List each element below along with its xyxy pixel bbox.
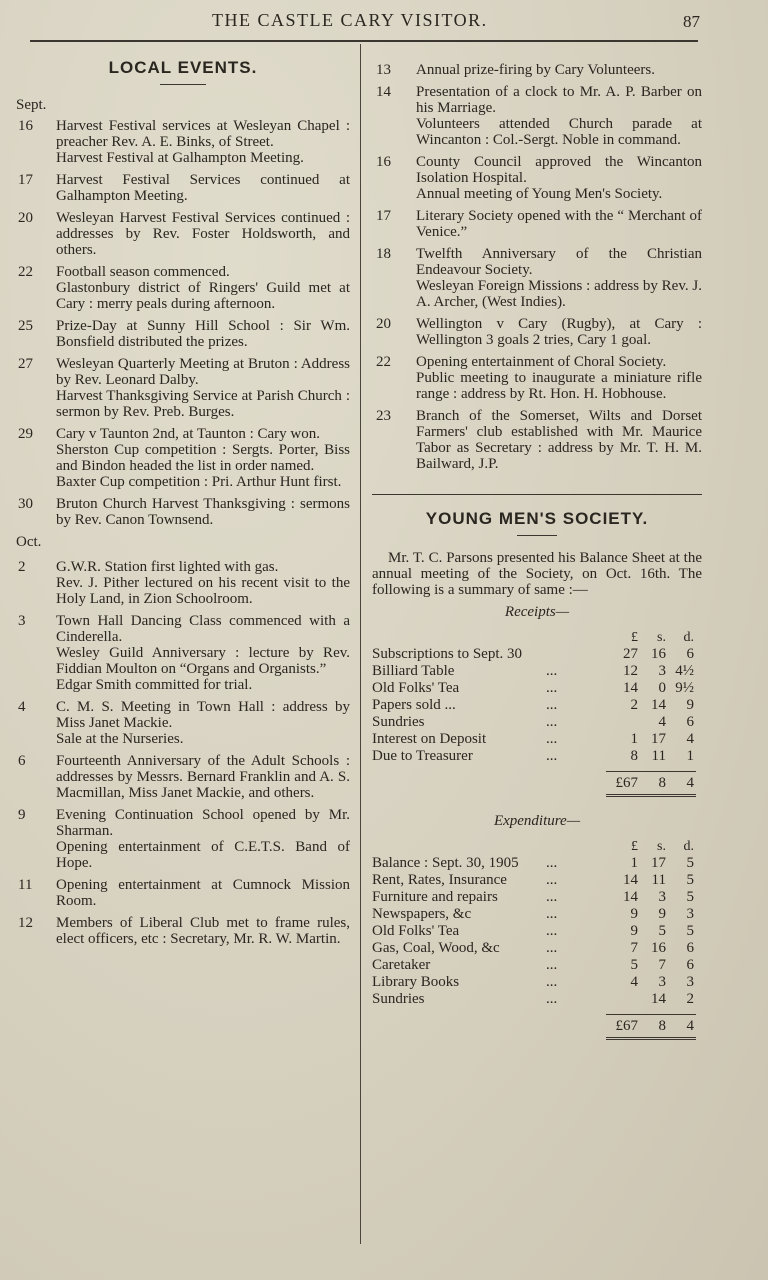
amount-shillings: 11 [651, 872, 666, 888]
right-column [372, 44, 702, 1040]
event-entry [16, 915, 350, 947]
heading-rule [517, 535, 557, 536]
account-label: Newspapers, &c [372, 906, 472, 922]
amount-pounds: 14 [623, 889, 638, 905]
event-entry [16, 356, 350, 420]
event-day: 9 [18, 807, 26, 823]
account-row [372, 680, 702, 697]
event-day: 18 [376, 246, 391, 262]
account-row [372, 697, 702, 714]
leader-dots: ... [546, 957, 558, 973]
total-pence: 4 [686, 774, 694, 791]
account-row [372, 731, 702, 748]
leader-dots: ... [546, 663, 558, 679]
left-column [16, 44, 350, 953]
account-label: Subscriptions to Sept. 30 [372, 646, 523, 662]
event-text: Literary Society opened with the “ Merchant of Venice.” [416, 208, 702, 240]
receipts-total [372, 772, 702, 794]
amount-shillings: 17 [651, 731, 666, 747]
account-label: Old Folks' Tea [372, 923, 460, 939]
amount-pence: 4 [686, 731, 694, 747]
event-day: 3 [18, 613, 26, 629]
amount-shillings: 0 [658, 680, 666, 696]
account-row [372, 889, 702, 906]
amount-pounds: 27 [623, 646, 638, 662]
running-head [0, 10, 768, 36]
event-text: Annual meeting of Young Men's Society. [416, 186, 663, 202]
amount-pence: 5 [686, 855, 694, 871]
event-text: Football season commenced. [56, 264, 230, 280]
event-entry [16, 172, 350, 204]
amount-pounds: 1 [630, 731, 638, 747]
account-row [372, 991, 702, 1008]
leader-dots: ... [546, 697, 558, 713]
amount-pounds: 2 [630, 697, 638, 713]
header-rule [30, 40, 698, 42]
event-day: 22 [18, 264, 33, 280]
page-number: 87 [683, 12, 700, 31]
event-text: County Council approved the Wincanton Isolation Hospital. [416, 154, 702, 186]
amount-shillings: 3 [658, 663, 666, 679]
amount-shillings: 4 [658, 714, 666, 730]
event-day: 6 [18, 753, 26, 769]
account-label: Papers sold ... [372, 697, 456, 713]
event-day: 20 [18, 210, 33, 226]
amount-pounds [606, 714, 638, 731]
event-entry [16, 264, 350, 312]
amount-pence: 3 [686, 906, 694, 922]
event-entry [372, 62, 702, 78]
leader-dots: ... [546, 889, 558, 905]
journal-title: THE CASTLE CARY VISITOR. [212, 10, 488, 30]
event-entry [16, 613, 350, 693]
event-text: Volunteers attended Church parade at Wincanton : Col.-Sergt. Noble in command. [416, 116, 702, 148]
account-row [372, 872, 702, 889]
event-day: 17 [18, 172, 33, 188]
amount-shillings: 3 [658, 974, 666, 990]
leader-dots: ... [546, 855, 558, 871]
amount-pounds: 5 [630, 957, 638, 973]
amount-pounds: 12 [623, 663, 638, 679]
event-day: 23 [376, 408, 391, 424]
event-text: Annual prize-firing by Cary Volunteers. [416, 62, 655, 78]
event-text: Harvest Thanksgiving Service at Parish Church : sermon by Rev. Preb. Burges. [56, 388, 350, 420]
event-entry [16, 699, 350, 747]
account-label: Billiard Table [372, 663, 455, 679]
amount-pounds: 9 [630, 906, 638, 922]
event-entry [16, 559, 350, 607]
account-label: Balance : Sept. 30, 1905 [372, 855, 519, 871]
amount-pence: 6 [686, 646, 694, 662]
event-entry [16, 753, 350, 801]
total-double-rule [606, 1037, 696, 1040]
amount-pence: 5 [686, 923, 694, 939]
account-label: Sundries [372, 991, 425, 1007]
amount-shillings: 16 [651, 940, 666, 956]
pounds-unit: £ [631, 839, 638, 854]
account-label: Furniture and repairs [372, 889, 498, 905]
event-text: Wesleyan Harvest Festival Services continued : addresses by Rev. Foster Holdsworth, and others. [56, 210, 350, 258]
event-text: Baxter Cup competition : Pri. Arthur Hunt first. [56, 474, 342, 490]
young-mens-society-heading: YOUNG MEN'S SOCIETY. [425, 509, 649, 528]
event-day: 29 [18, 426, 33, 442]
account-row [372, 957, 702, 974]
amount-pounds: 14 [623, 872, 638, 888]
event-day: 16 [376, 154, 391, 170]
event-day: 20 [376, 316, 391, 332]
event-entry [16, 426, 350, 490]
account-label: Due to Treasurer [372, 748, 473, 764]
event-day: 4 [18, 699, 26, 715]
event-text: Sherston Cup competition : Sergts. Porter, Biss and Bindon headed the list in order named. [56, 442, 350, 474]
amount-shillings: 14 [651, 697, 666, 713]
amount-pounds: 7 [630, 940, 638, 956]
leader-dots: ... [546, 991, 558, 1007]
event-text: Wesley Guild Anniversary : lecture by Rev. Fiddian Moulton on “Organs and Organists.” [56, 645, 350, 677]
total-double-rule [606, 794, 696, 797]
total-pounds: £67 [615, 1017, 638, 1034]
event-text: Public meeting to inaugurate a miniature rifle range : address by Rt. Hon. H. Hobhouse. [416, 370, 702, 402]
amount-pence: 4½ [675, 663, 694, 679]
event-entry [372, 84, 702, 148]
event-entry [372, 354, 702, 402]
event-entry [16, 318, 350, 350]
leader-dots: ... [546, 974, 558, 990]
amount-pounds: 1 [630, 855, 638, 871]
currency-units [372, 629, 702, 646]
pence-unit: d. [683, 839, 694, 854]
amount-shillings: 17 [651, 855, 666, 871]
total-pence: 4 [686, 1017, 694, 1034]
pence-unit: d. [683, 630, 694, 645]
event-text: Town Hall Dancing Class commenced with a Cinderella. [56, 613, 350, 645]
total-pounds: £67 [615, 774, 638, 791]
event-text: Members of Liberal Club met to frame rules, elect officers, etc : Secretary, Mr. R. W. Martin. [56, 915, 350, 947]
event-text: Wellington v Cary (Rugby), at Cary : Wellington 3 goals 2 tries, Cary 1 goal. [416, 316, 702, 348]
event-entry [16, 877, 350, 909]
event-day: 12 [18, 915, 33, 931]
event-list [16, 118, 350, 528]
amount-pence: 9 [686, 697, 694, 713]
event-entry [372, 316, 702, 348]
event-text: Bruton Church Harvest Thanksgiving : sermons by Rev. Canon Townsend. [56, 496, 350, 528]
expenditure-total [372, 1015, 702, 1037]
column-divider [360, 44, 361, 1244]
heading-rule [160, 84, 206, 85]
leader-dots: ... [546, 940, 558, 956]
amount-pence: 6 [686, 714, 694, 730]
expenditure-table [372, 838, 702, 1040]
amount-pounds: 4 [630, 974, 638, 990]
event-list [372, 62, 702, 472]
expenditure-title: Expenditure— [493, 813, 581, 829]
leader-dots: ... [546, 680, 558, 696]
event-text: Fourteenth Anniversary of the Adult Schools : addresses by Messrs. Bernard Franklin and A. S. Macmillan, Miss Janet Mackie, and others. [56, 753, 350, 801]
account-label: Old Folks' Tea [372, 680, 460, 696]
event-text: Opening entertainment of C.E.T.S. Band of Hope. [56, 839, 350, 871]
account-row [372, 748, 702, 765]
account-label: Sundries [372, 714, 425, 730]
event-text: Wesleyan Foreign Missions : address by Rev. J. A. Archer, (West Indies). [416, 278, 702, 310]
event-text: Evening Continuation School opened by Mr. Sharman. [56, 807, 350, 839]
event-day: 11 [18, 877, 33, 893]
event-entry [372, 154, 702, 202]
event-text: Edgar Smith committed for trial. [56, 677, 253, 693]
event-text: Opening entertainment at Cumnock Mission Room. [56, 877, 350, 909]
event-text: Opening entertainment of Choral Society. [416, 354, 667, 370]
account-label: Gas, Coal, Wood, &c [372, 940, 500, 956]
event-text: Rev. J. Pither lectured on his recent visit to the Holy Land, in Zion Schoolroom. [56, 575, 350, 607]
amount-pence: 3 [686, 974, 694, 990]
event-text: Harvest Festival Services continued at Galhampton Meeting. [56, 172, 350, 204]
amount-pence: 1 [686, 748, 694, 764]
amount-pence: 6 [686, 940, 694, 956]
event-text: Glastonbury district of Ringers' Guild met at Cary : merry peals during afternoon. [56, 280, 350, 312]
event-text: Prize-Day at Sunny Hill School : Sir Wm. Bonsfield distributed the prizes. [56, 318, 350, 350]
total-shillings: 8 [658, 1017, 666, 1034]
event-day: 14 [376, 84, 391, 100]
event-text: Sale at the Nurseries. [56, 731, 184, 747]
event-day: 13 [376, 62, 391, 78]
event-day: 2 [18, 559, 26, 575]
leader-dots: ... [546, 923, 558, 939]
amount-shillings: 11 [651, 748, 666, 764]
event-day: 22 [376, 354, 391, 370]
pounds-unit: £ [631, 630, 638, 645]
account-row [372, 663, 702, 680]
account-row [372, 923, 702, 940]
event-list [16, 559, 350, 947]
event-text: Branch of the Somerset, Wilts and Dorset Farmers' club established with Mr. Maurice Tabor as Secretary : address by Mr. T. H. M. Bailward, J.P. [416, 408, 702, 472]
currency-units [372, 838, 702, 855]
amount-pence: 6 [686, 957, 694, 973]
amount-pounds [606, 991, 638, 1008]
amount-shillings: 5 [658, 923, 666, 939]
account-row [372, 714, 702, 731]
receipts-title: Receipts— [504, 604, 570, 620]
receipts-table [372, 629, 702, 797]
shillings-unit: s. [657, 630, 666, 645]
account-row [372, 855, 702, 872]
event-entry [16, 210, 350, 258]
event-text: Presentation of a clock to Mr. A. P. Barber on his Marriage. [416, 84, 702, 116]
amount-pounds: 8 [630, 748, 638, 764]
month-label: Sept. [16, 97, 47, 113]
leader-dots: ... [546, 731, 558, 747]
event-day: 16 [18, 118, 33, 134]
shillings-unit: s. [657, 839, 666, 854]
amount-shillings: 14 [651, 991, 666, 1007]
total-shillings: 8 [658, 774, 666, 791]
event-text: Twelfth Anniversary of the Christian Endeavour Society. [416, 246, 702, 278]
account-row [372, 906, 702, 923]
event-entry [372, 408, 702, 472]
amount-shillings: 7 [658, 957, 666, 973]
event-entry [16, 496, 350, 528]
leader-dots: ... [546, 906, 558, 922]
event-entry [372, 246, 702, 310]
event-day: 25 [18, 318, 33, 334]
account-label: Library Books [372, 974, 460, 990]
account-row [372, 974, 702, 991]
amount-pence: 2 [686, 991, 694, 1007]
event-day: 30 [18, 496, 33, 512]
amount-pounds: 9 [630, 923, 638, 939]
leader-dots: ... [546, 714, 558, 730]
month-label: Oct. [16, 534, 42, 550]
amount-pounds: 14 [623, 680, 638, 696]
amount-shillings: 16 [651, 646, 666, 662]
event-text: C. M. S. Meeting in Town Hall : address by Miss Janet Mackie. [56, 699, 350, 731]
leader-dots [546, 646, 606, 663]
amount-pence: 5 [686, 872, 694, 888]
event-entry [372, 208, 702, 240]
account-label: Interest on Deposit [372, 731, 487, 747]
event-day: 17 [376, 208, 391, 224]
account-label: Caretaker [372, 957, 431, 973]
amount-shillings: 9 [658, 906, 666, 922]
section-rule [372, 494, 702, 495]
account-label: Rent, Rates, Insurance [372, 872, 507, 888]
amount-pence: 5 [686, 889, 694, 905]
balance-sheet-intro: Mr. T. C. Parsons presented his Balance Sheet at the annual meeting of the Society, on Oct. 16th. The following is a summary of same :— [372, 550, 702, 598]
event-text: G.W.R. Station first lighted with gas. [56, 559, 279, 575]
event-entry [16, 807, 350, 871]
event-text: Cary v Taunton 2nd, at Taunton : Cary won. [56, 426, 320, 442]
leader-dots: ... [546, 748, 558, 764]
event-text: Wesleyan Quarterly Meeting at Bruton : Address by Rev. Leonard Dalby. [56, 356, 350, 388]
event-entry [16, 118, 350, 166]
amount-pence: 9½ [675, 680, 694, 696]
account-row [372, 646, 702, 663]
amount-shillings: 3 [658, 889, 666, 905]
account-row [372, 940, 702, 957]
leader-dots: ... [546, 872, 558, 888]
event-day: 27 [18, 356, 33, 372]
event-text: Harvest Festival at Galhampton Meeting. [56, 150, 304, 166]
local-events-heading: LOCAL EVENTS. [108, 58, 258, 77]
event-text: Harvest Festival services at Wesleyan Chapel : preacher Rev. A. E. Binks, of Street. [56, 118, 350, 150]
